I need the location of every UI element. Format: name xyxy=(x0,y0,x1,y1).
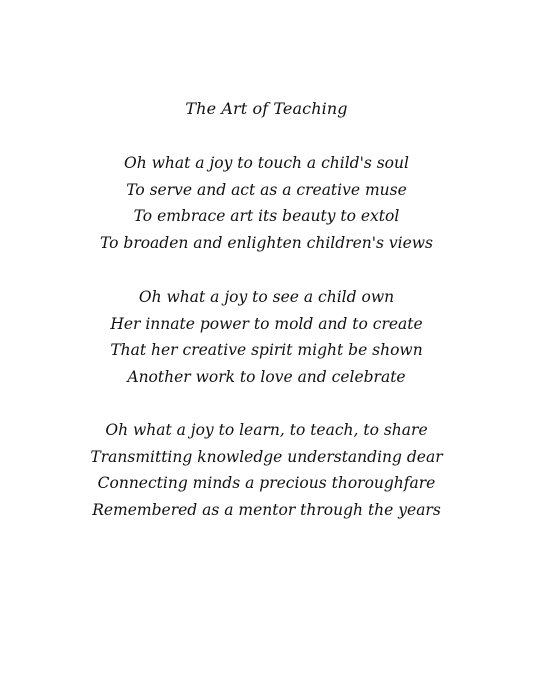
stanza-1 xyxy=(0,150,533,256)
poem-title: The Art of Teaching xyxy=(185,99,348,118)
poem-line: To embrace art its beauty to extol xyxy=(133,207,400,225)
poem-line: To serve and act as a creative muse xyxy=(126,180,407,199)
poem-line: Oh what a joy to learn, to teach, to share xyxy=(105,421,428,439)
stanza-2 xyxy=(0,284,533,390)
poem-line: Connecting minds a precious thoroughfare xyxy=(97,474,436,492)
poem-line: Her innate power to mold and to create xyxy=(110,314,423,333)
poem-line: That her creative spirit might be shown xyxy=(110,341,423,359)
poem-line: Oh what a joy to touch a child's soul xyxy=(124,154,409,172)
poem-line: Transmitting knowledge understanding dear xyxy=(90,447,443,466)
poem-line: Another work to love and celebrate xyxy=(127,367,406,386)
stanza-3 xyxy=(0,417,533,523)
poem-line: Remembered as a mentor through the years xyxy=(92,500,441,519)
poem-line: To broaden and enlighten children's views xyxy=(100,233,433,252)
poem-line: Oh what a joy to see a child own xyxy=(138,288,395,306)
